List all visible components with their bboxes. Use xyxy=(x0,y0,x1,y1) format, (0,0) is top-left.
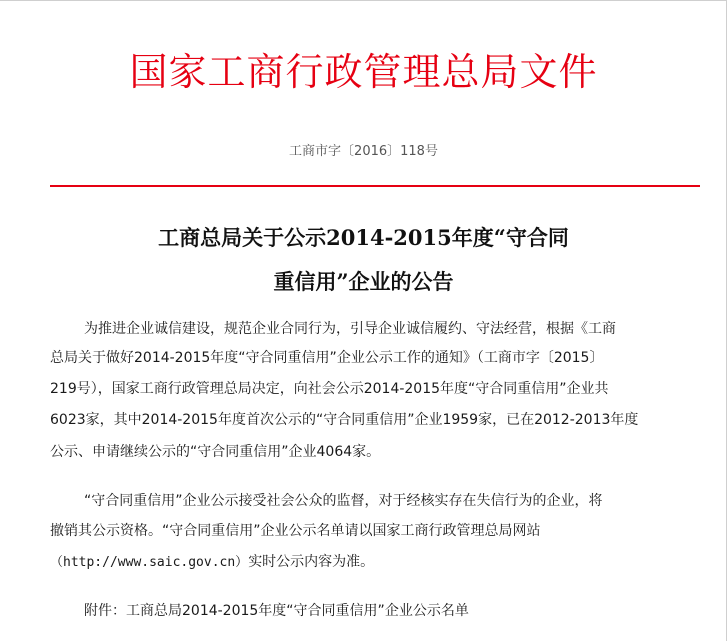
header-divider xyxy=(50,185,700,187)
document-number: 工商市字〔2016〕118号 xyxy=(289,144,438,159)
paragraph-1-line-1: 为推进企业诚信建设，规范企业合同行为，引导企业诚信履约、守法经营，根据《工商 xyxy=(84,321,616,337)
paragraph-2-line-2: 撤销其公示资格。“守合同重信用”企业公示名单请以国家工商行政管理总局网站 xyxy=(50,523,541,539)
paragraph-2-line-3-text: 实时公示内容为准。 xyxy=(248,554,375,570)
paragraph-2-line-1: “守合同重信用”企业公示接受社会公众的监督，对于经核实存在失信行为的企业，将 xyxy=(84,493,603,509)
paragraph-1-line-2: 总局关于做好2014-2015年度“守合同重信用”企业公示工作的通知》（工商市字〔2015〕 xyxy=(50,350,604,366)
paragraph-1-line-4: 6023家，其中2014-2015年度首次公示的“守合同重信用”企业1959家，已在2012-2013年度 xyxy=(50,412,639,428)
agency-title: 国家工商行政管理总局文件 xyxy=(129,50,598,94)
website-url: （http://www.saic.gov.cn） xyxy=(50,555,249,570)
notice-title-line-1: 工商总局关于公示2014-2015年度“守合同 xyxy=(158,225,569,250)
paragraph-2-line-3 xyxy=(50,551,710,574)
paragraph-1-line-3: 219号），国家工商行政管理总局决定，向社会公示2014-2015年度“守合同重信用”企业共 xyxy=(50,381,609,397)
notice-title-line-2: 重信用”企业的公告 xyxy=(273,269,454,294)
attachment-line: 附件：工商总局2014-2015年度“守合同重信用”企业公示名单 xyxy=(84,603,469,619)
paragraph-1-line-5: 公示、申请继续公示的“守合同重信用”企业4064家。 xyxy=(50,444,381,460)
page-top-border xyxy=(0,0,727,1)
